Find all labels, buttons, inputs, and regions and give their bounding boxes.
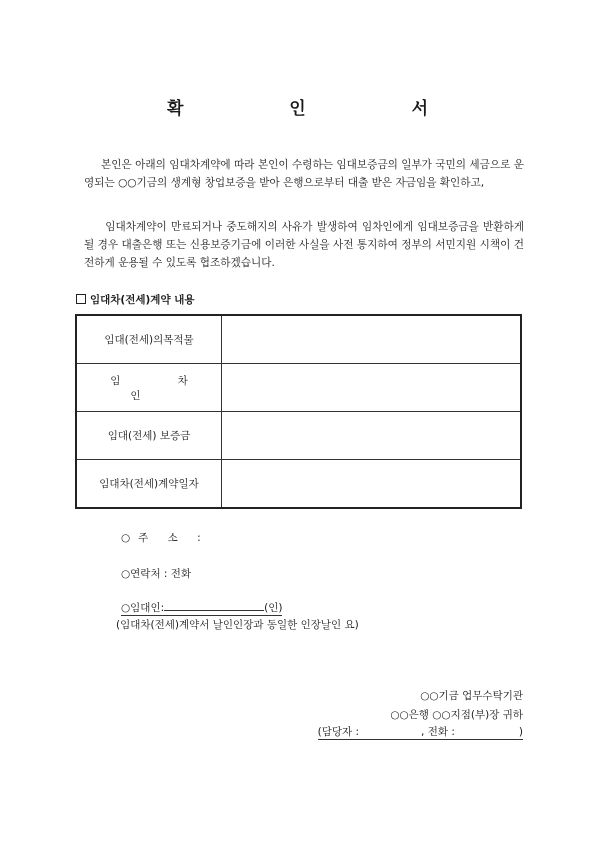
row-value-contract-date: [222, 460, 522, 509]
table-row: [76, 364, 521, 412]
table-row: [76, 412, 521, 460]
contact-line: ○연락처 : 전화: [121, 568, 192, 580]
paragraph-1-text: 본인은 아래의 임대차계약에 따라 본인이 수령하는 임대보증금의 일부가 국민의 세금으로 운영되는 ○○기금의 생계형 창업보증을 받아 은행으로부터 대출 받은 자금임을 확인하고,: [84, 159, 524, 189]
footer-institution: ○○기금 업무수탁기관: [420, 690, 523, 702]
row-label-leased-property: 임대(전세)의목적물: [76, 315, 222, 364]
section-heading-text: 임대차(전세)계약 내용: [90, 294, 195, 306]
confirmation-paragraph-1: [84, 156, 524, 192]
checkbox-square-icon: [76, 294, 86, 304]
row-label-tenant: 임 차 인: [76, 364, 222, 412]
footer-recipient: ○○은행 ○○지점(부)장 귀하: [390, 709, 523, 721]
document-title: 확 인 서: [166, 99, 479, 119]
row-label-deposit: 임대(전세) 보증금: [76, 412, 222, 460]
footer-contact-open: (담당자 :: [317, 726, 360, 738]
table-row: [76, 460, 521, 509]
table-row: [76, 315, 521, 364]
seal-label: (인): [264, 602, 283, 614]
landlord-label: ○임대인:: [121, 602, 165, 614]
landlord-name-blank: [164, 599, 264, 611]
row-value-leased-property: [222, 315, 522, 364]
row-value-deposit: [222, 412, 522, 460]
row-value-tenant: [222, 364, 522, 412]
row-label-contract-date: 임대차(전세)계약일자: [76, 460, 222, 509]
contract-details-table: [75, 314, 522, 509]
footer-contact-close: ): [518, 726, 523, 738]
footer-contact-line: [318, 724, 523, 740]
section-heading: [76, 292, 195, 307]
confirmation-paragraph-2: [84, 218, 524, 272]
seal-note: (임대차(전세)계약서 날인인장과 동일한 인장날인 요): [116, 619, 359, 631]
paragraph-2-text: 임대차계약이 만료되거나 중도해지의 사유가 발생하여 임차인에게 임대보증금을 반환하게 될 경우 대출은행 또는 신용보증기금에 이러한 사실을 사전 통지하여 정부의 서민지원 시책이 건전하게 운용될 수 있도록 협조하겠습니다.: [84, 221, 524, 269]
footer-contact-mid: , 전화 :: [421, 726, 455, 738]
landlord-line: [121, 599, 282, 616]
address-line: ○주 소 :: [121, 532, 209, 544]
